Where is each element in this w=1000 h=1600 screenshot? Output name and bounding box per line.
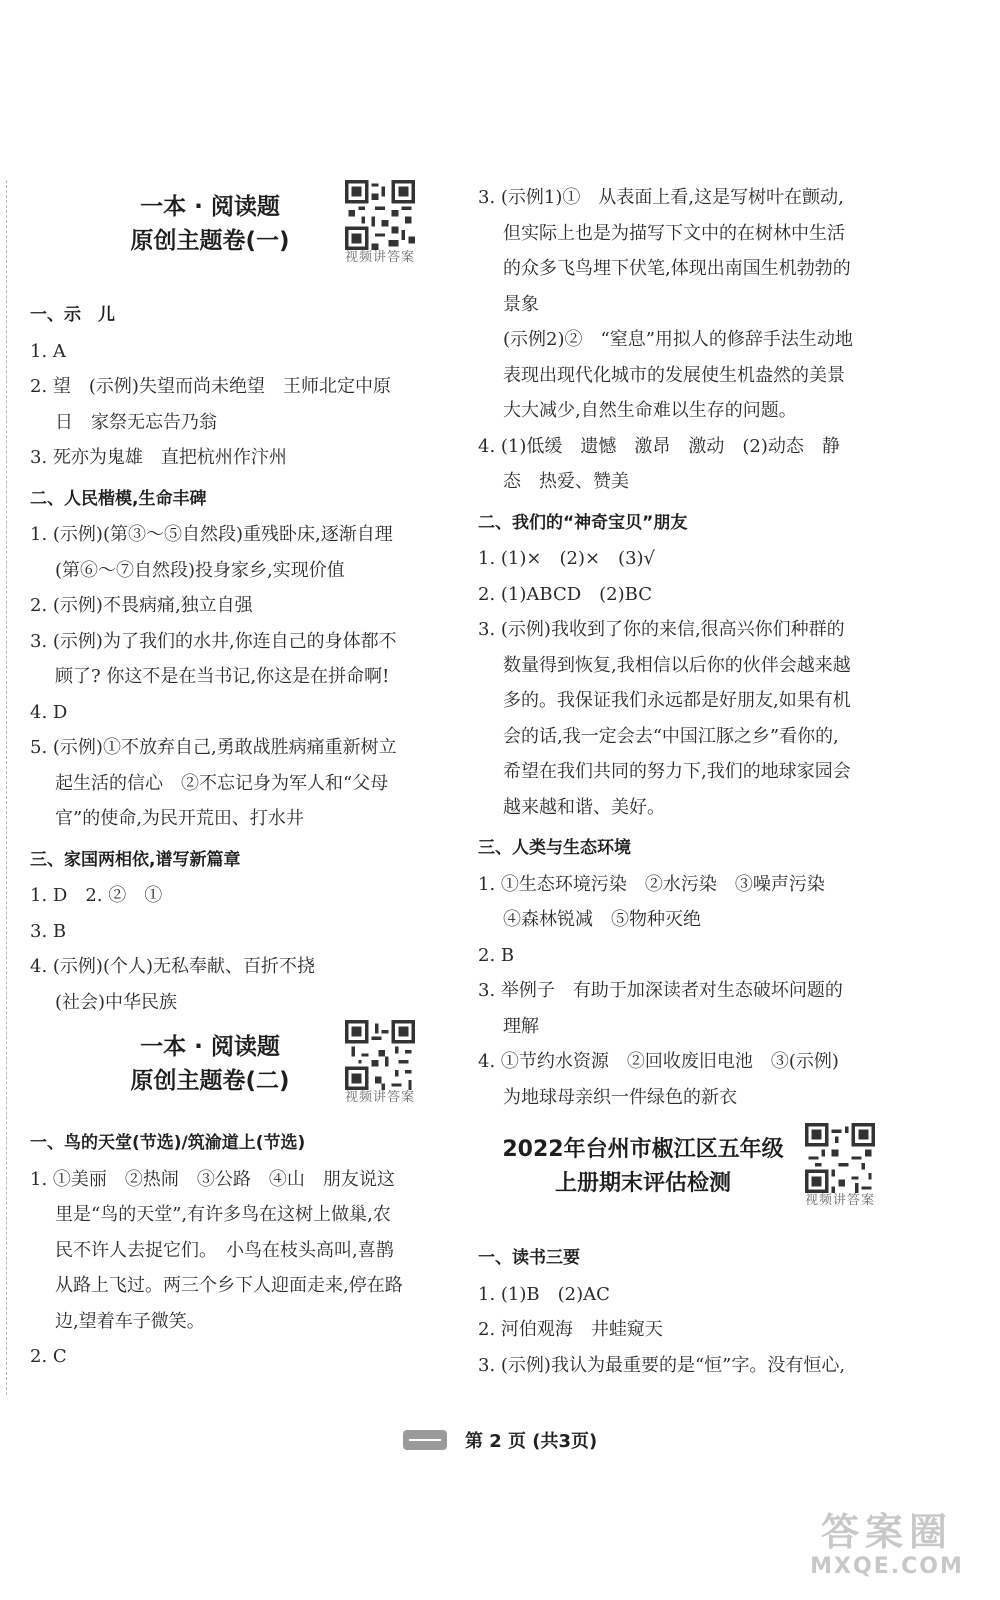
answer-line: 态 热爱、赞美: [503, 471, 629, 492]
answer-line: 3. (示例1)① 从表面上看,这是写树叶在颤动,: [478, 187, 844, 208]
header-quiz-1: [30, 180, 440, 292]
answer-line: 2. (示例)不畏病痛,独立自强: [30, 595, 253, 616]
section-heading: 一、示 儿: [30, 305, 115, 325]
qr-caption: 视频讲答案: [344, 1090, 415, 1105]
answer-line: 2. (1)ABCD (2)BC: [478, 583, 652, 605]
answer-line: 1. (1)× (2)× (3)√: [478, 548, 656, 569]
qr-code-3[interactable]: [800, 1123, 880, 1209]
answer-line: (社会)中华民族: [55, 991, 178, 1013]
answer-line: 3. 死亦为鬼雄 直把杭州作汴州: [30, 447, 287, 468]
section-heading: 三、家国两相依,谱写新篇章: [30, 849, 241, 870]
section-heading: 二、我们的“神奇宝贝”朋友: [478, 512, 688, 533]
answer-line: 希望在我们共同的努力下,我们的地球家园会: [503, 761, 851, 782]
answer-line: 数量得到恢复,我相信以后你的伙伴会越来越: [503, 654, 851, 676]
answer-line: 3. (示例)为了我们的水井,你连自己的身体都不: [30, 630, 397, 652]
answer-line: 从路上飞过。两三个乡下人迎面走来,停在路: [55, 1275, 403, 1296]
header-exam: [478, 1123, 888, 1235]
qr-code-icon: [345, 1020, 415, 1090]
answer-line: 里是“鸟的天堂”,有许多鸟在这树上做巢,农: [55, 1204, 391, 1225]
answer-line: 边,望着车子微笑。: [55, 1310, 205, 1332]
answer-line: 4. (1)低缓 遗憾 激昂 激动 (2)动态 静: [478, 435, 840, 457]
qr-code-icon: [345, 180, 415, 250]
section-heading: 一、读书三要: [478, 1248, 580, 1268]
page-footer: [0, 1427, 1000, 1453]
column-rule: [6, 180, 7, 1395]
qr-code-icon: [805, 1123, 875, 1193]
left-column: [30, 180, 440, 1375]
quiz-2-title: 一本 · 阅读题 原创主题卷(二): [130, 1034, 290, 1094]
watermark: [792, 1510, 982, 1590]
answer-line: (第⑥～⑦自然段)投身家乡,实现价值: [55, 559, 345, 581]
exam-title: 2022年台州市椒江区五年级 上册期末评估检测: [502, 1137, 784, 1196]
answer-line: 起生活的信心 ②不忘记身为军人和“父母: [55, 772, 389, 794]
answer-line: 景象: [503, 293, 539, 315]
answer-line: 5. (示例)①不放弃自己,勇敢战胜病痛重新树立: [30, 737, 397, 758]
qr-code-1[interactable]: [340, 180, 420, 266]
answer-line: 1. (1)B (2)AC: [478, 1283, 610, 1305]
quiz-1-title: 一本 · 阅读题 原创主题卷(一): [130, 194, 290, 254]
section-heading: 二、人民楷模,生命丰碑: [30, 488, 207, 509]
answer-line: 2. 河伯观海 井蛙窥天: [478, 1319, 663, 1340]
answer-line: 2. 望 (示例)失望而尚未绝望 王师北定中原: [30, 376, 391, 397]
watermark-url: MXQE.COM: [810, 1554, 964, 1579]
answer-line: ④森林锐减 ⑤物种灭绝: [503, 909, 701, 930]
answer-line: 4. ①节约水资源 ②回收废旧电池 ③(示例): [478, 1051, 839, 1072]
section-heading: 三、人类与生态环境: [478, 838, 631, 858]
answer-line: 4. (示例)(个人)无私奉献、百折不挠: [30, 956, 315, 977]
answer-line: 1. D 2. ② ①: [30, 885, 163, 906]
answer-line: 3. B: [30, 920, 67, 942]
answer-line: 会的话,我一定会去“中国江豚之乡”看你的,: [503, 725, 839, 747]
answer-line: 1. ①生态环境污染 ②水污染 ③噪声污染: [478, 873, 825, 895]
answer-line: 大大减少,自然生命难以生存的问题。: [503, 400, 797, 421]
answer-line: 3. (示例)我收到了你的来信,很高兴你们种群的: [478, 619, 845, 640]
qr-code-2[interactable]: [340, 1020, 420, 1106]
answer-line: 2. B: [478, 944, 515, 966]
answer-line: 1. (示例)(第③～⑤自然段)重残卧床,逐渐自理: [30, 524, 393, 545]
section-heading: 一、鸟的天堂(节选)/筑渝道上(节选): [30, 1133, 306, 1153]
page-number: 第 2 页 (共3页): [464, 1431, 598, 1452]
answer-line: 3. 举例子 有助于加深读者对生态破坏问题的: [478, 980, 843, 1001]
answer-line: 为地球母亲织一件绿色的新衣: [503, 1086, 737, 1108]
brand-logo-icon: [403, 1430, 447, 1450]
answer-line: 1. ①美丽 ②热闹 ③公路 ④山 朋友说这: [30, 1168, 395, 1190]
answer-line: 日 家祭无忘告乃翁: [55, 411, 217, 433]
answer-line: 表现出现代化城市的发展使生机盎然的美景: [503, 364, 845, 386]
answer-line: 1. A: [30, 340, 66, 362]
answer-line: 多的。我保证我们永远都是好朋友,如果有机: [503, 690, 851, 711]
answer-line: (示例2)② “窒息”用拟人的修辞手法生动地: [503, 329, 853, 350]
answer-line: 但实际上也是为描写下文中的在树林中生活: [503, 222, 845, 244]
answer-line: 民不许人去捉它们。 小鸟在枝头高叫,喜鹊: [55, 1239, 394, 1261]
answer-line: 2. C: [30, 1346, 67, 1367]
qr-caption: 视频讲答案: [344, 250, 415, 265]
right-column: [478, 180, 888, 1383]
answer-line: 越来越和谐、美好。: [503, 796, 665, 818]
answer-line: 官”的使命,为民开荒田、打水井: [55, 808, 304, 829]
answer-line: 的众多飞鸟埋下伏笔,体现出南国生机勃勃的: [503, 258, 851, 279]
qr-caption: 视频讲答案: [804, 1193, 875, 1208]
answer-line: 理解: [503, 1015, 539, 1037]
answer-line: 顾了? 你这不是在当书记,你这是在拼命啊!: [55, 666, 390, 687]
answer-line: 3. (示例)我认为最重要的是“恒”字。没有恒心,: [478, 1354, 846, 1376]
header-quiz-2: [30, 1020, 440, 1120]
answer-line: 4. D: [30, 701, 68, 723]
watermark-title: 答案圈: [820, 1510, 953, 1554]
